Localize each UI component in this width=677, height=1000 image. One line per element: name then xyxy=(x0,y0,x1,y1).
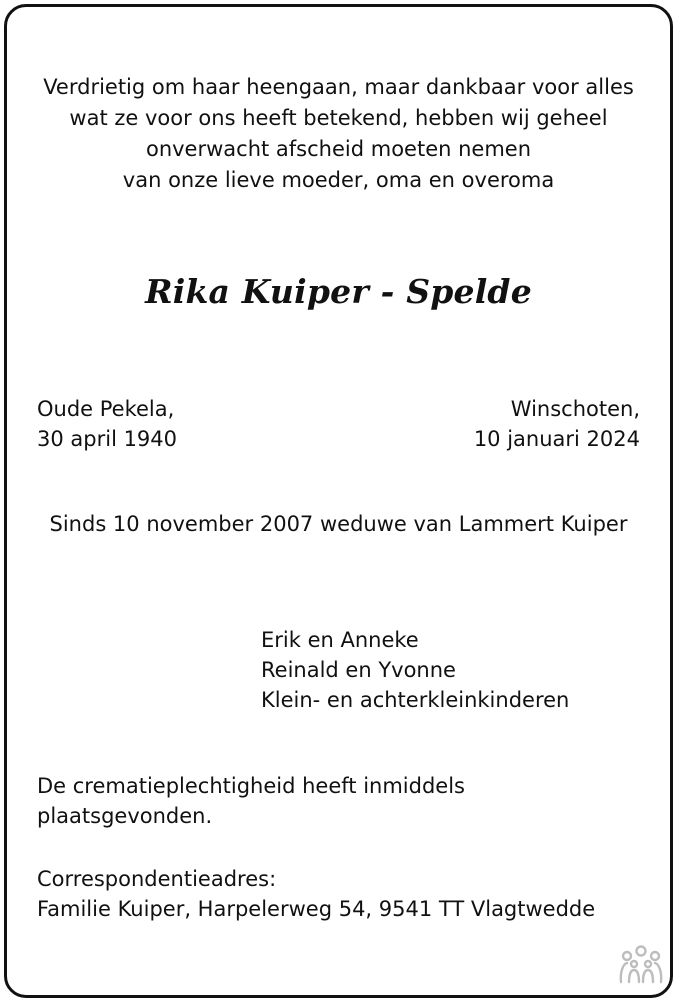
family-member: Klein- en achterkleinkinderen xyxy=(261,688,570,712)
death-info xyxy=(474,394,640,454)
birth-date: 30 april 1940 xyxy=(37,427,178,451)
birth-info xyxy=(37,394,177,454)
correspondence-label: Correspondentieadres: xyxy=(37,867,277,891)
intro-line: onverwacht afscheid moeten nemen xyxy=(145,137,532,161)
intro-text xyxy=(0,72,677,196)
intro-line: Verdrietig om haar heengaan, maar dankbaar voor alles xyxy=(43,75,634,99)
family-member: Reinald en Yvonne xyxy=(261,658,456,682)
birth-place: Oude Pekela, xyxy=(37,397,175,421)
intro-line: wat ze voor ons heeft betekend, hebben wij geheel xyxy=(69,106,608,130)
cremation-notice xyxy=(37,771,465,831)
intro-line: van onze lieve moeder, oma en overoma xyxy=(122,168,555,192)
death-place: Winschoten, xyxy=(510,397,640,421)
death-date: 10 januari 2024 xyxy=(473,427,640,451)
cremation-line: plaatsgevonden. xyxy=(37,804,213,828)
family-people-icon xyxy=(617,945,665,985)
family-member: Erik en Anneke xyxy=(261,628,419,652)
cremation-line: De crematieplechtigheid heeft inmiddels xyxy=(37,774,465,798)
correspondence-block xyxy=(37,864,595,924)
widow-line: Sinds 10 november 2007 weduwe van Lammert Kuiper xyxy=(49,512,628,536)
family-list xyxy=(261,625,569,715)
correspondence-address: Familie Kuiper, Harpelerweg 54, 9541 TT Vlagtwedde xyxy=(37,897,596,921)
deceased-name: Rika Kuiper - Spelde xyxy=(145,272,532,311)
